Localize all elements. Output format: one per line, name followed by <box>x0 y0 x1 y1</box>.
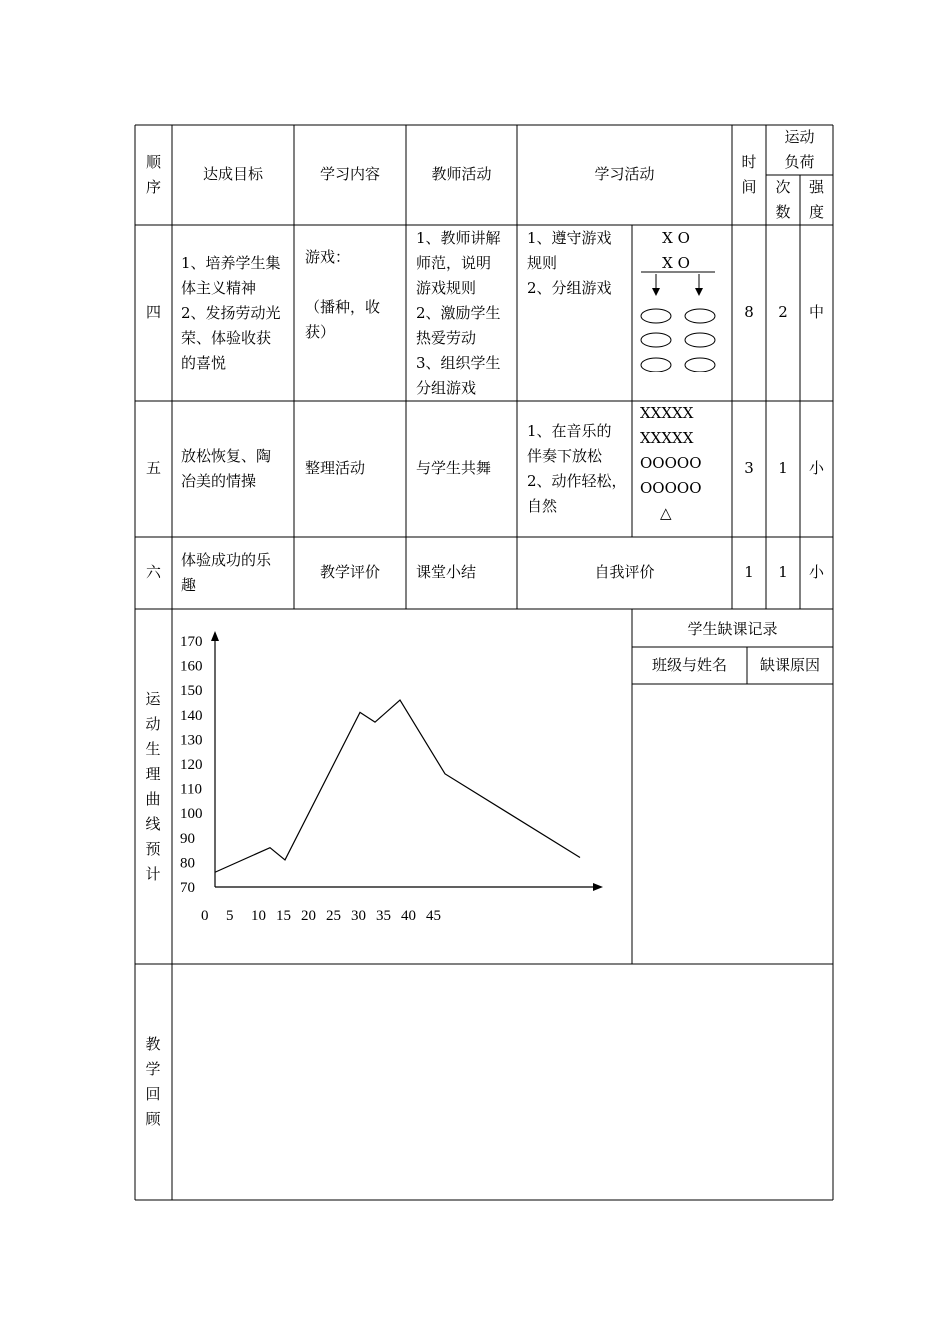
row5-count: 1 <box>778 459 788 477</box>
row6-content: 教学评价 <box>319 563 380 581</box>
row4-goal: 1、培养学生集 体主义精神 2、发扬劳动光 荣、体验收获 的喜悦 <box>181 254 281 372</box>
row5-student: 1、在音乐的 伴奏下放松 2、动作轻松， 自然 <box>527 422 627 515</box>
row4-teacher: 1、教师讲解 师范，说明 游戏规则 2、激励学生 热爱劳动 3、组织学生 分组游戏 <box>416 229 501 397</box>
row5-formation: XXXXX XXXXX OOOOO OOOOO △ <box>640 404 702 522</box>
heart-rate-chart <box>175 611 630 961</box>
y-tick-label: 110 <box>180 781 202 798</box>
header-teacher: 教师活动 <box>431 165 492 183</box>
row4-formation-lines: X O X O <box>662 229 690 272</box>
row6-count: 1 <box>778 563 788 581</box>
row4-order: 四 <box>145 303 161 321</box>
x-tick-label: 35 <box>376 908 391 924</box>
row4-student: 1、遵守游戏 规则 2、分组游戏 <box>527 229 612 297</box>
header-intensity: 强 度 <box>808 178 824 221</box>
row5-time: 3 <box>744 459 754 477</box>
y-axis-arrow <box>211 631 219 641</box>
y-tick-label: 100 <box>180 806 203 823</box>
row6-student: 自我评价 <box>594 563 655 581</box>
absence-col-name: 班级与姓名 <box>651 656 727 674</box>
x-tick-label: 5 <box>226 908 234 924</box>
row5-teacher: 与学生共舞 <box>416 459 492 477</box>
row4-count: 2 <box>778 303 788 321</box>
row6-order: 六 <box>145 563 161 581</box>
row5-goal: 放松恢复、陶 冶美的情操 <box>181 447 272 490</box>
x-tick-label: 0 <box>201 908 209 924</box>
y-tick-label: 170 <box>180 634 203 650</box>
curve-section-label: 运 动 生 理 曲 线 预 计 <box>145 690 161 883</box>
series-line <box>215 700 580 872</box>
row5-content: 整理活动 <box>305 459 366 477</box>
header-goal: 达成目标 <box>202 165 263 183</box>
y-tick-label: 150 <box>180 683 203 700</box>
row4-content: 游戏： （播种，收 获） <box>305 248 381 341</box>
row6-time: 1 <box>744 563 754 581</box>
x-tick-label: 10 <box>251 908 266 924</box>
x-tick-label: 20 <box>301 908 316 924</box>
x-tick-label: 25 <box>326 908 341 924</box>
y-tick-label: 140 <box>180 707 203 724</box>
header-time: 时 间 <box>741 153 757 196</box>
review-section-label: 教 学 回 顾 <box>145 1035 161 1128</box>
row4-intensity: 中 <box>808 303 824 321</box>
x-tick-label: 40 <box>401 908 416 924</box>
y-tick-label: 70 <box>180 880 195 896</box>
header-count: 次 数 <box>775 178 791 221</box>
absence-title: 学生缺课记录 <box>687 620 778 638</box>
y-tick-label: 160 <box>180 658 203 675</box>
row5-intensity: 小 <box>808 459 824 477</box>
y-tick-label: 80 <box>180 855 195 872</box>
header-order: 顺 序 <box>145 153 161 196</box>
header-load: 运动 负荷 <box>784 128 815 171</box>
x-tick-label: 15 <box>276 908 291 924</box>
header-content: 学习内容 <box>319 165 380 183</box>
row6-intensity: 小 <box>808 563 824 581</box>
y-tick-label: 130 <box>180 732 203 749</box>
row4-time: 8 <box>744 303 754 321</box>
review-content-area[interactable] <box>173 965 832 1199</box>
y-tick-label: 90 <box>180 830 195 847</box>
row6-goal: 体验成功的乐 趣 <box>181 551 272 594</box>
absence-col-reason: 缺课原因 <box>759 656 820 674</box>
row5-order: 五 <box>145 459 161 477</box>
x-tick-label: 45 <box>426 908 441 924</box>
header-student: 学习活动 <box>594 165 655 183</box>
x-axis-arrow <box>593 883 603 891</box>
y-tick-label: 120 <box>180 757 203 773</box>
row6-teacher: 课堂小结 <box>416 563 477 581</box>
row4-formation-diagram <box>633 262 733 372</box>
x-tick-label: 30 <box>351 908 366 924</box>
